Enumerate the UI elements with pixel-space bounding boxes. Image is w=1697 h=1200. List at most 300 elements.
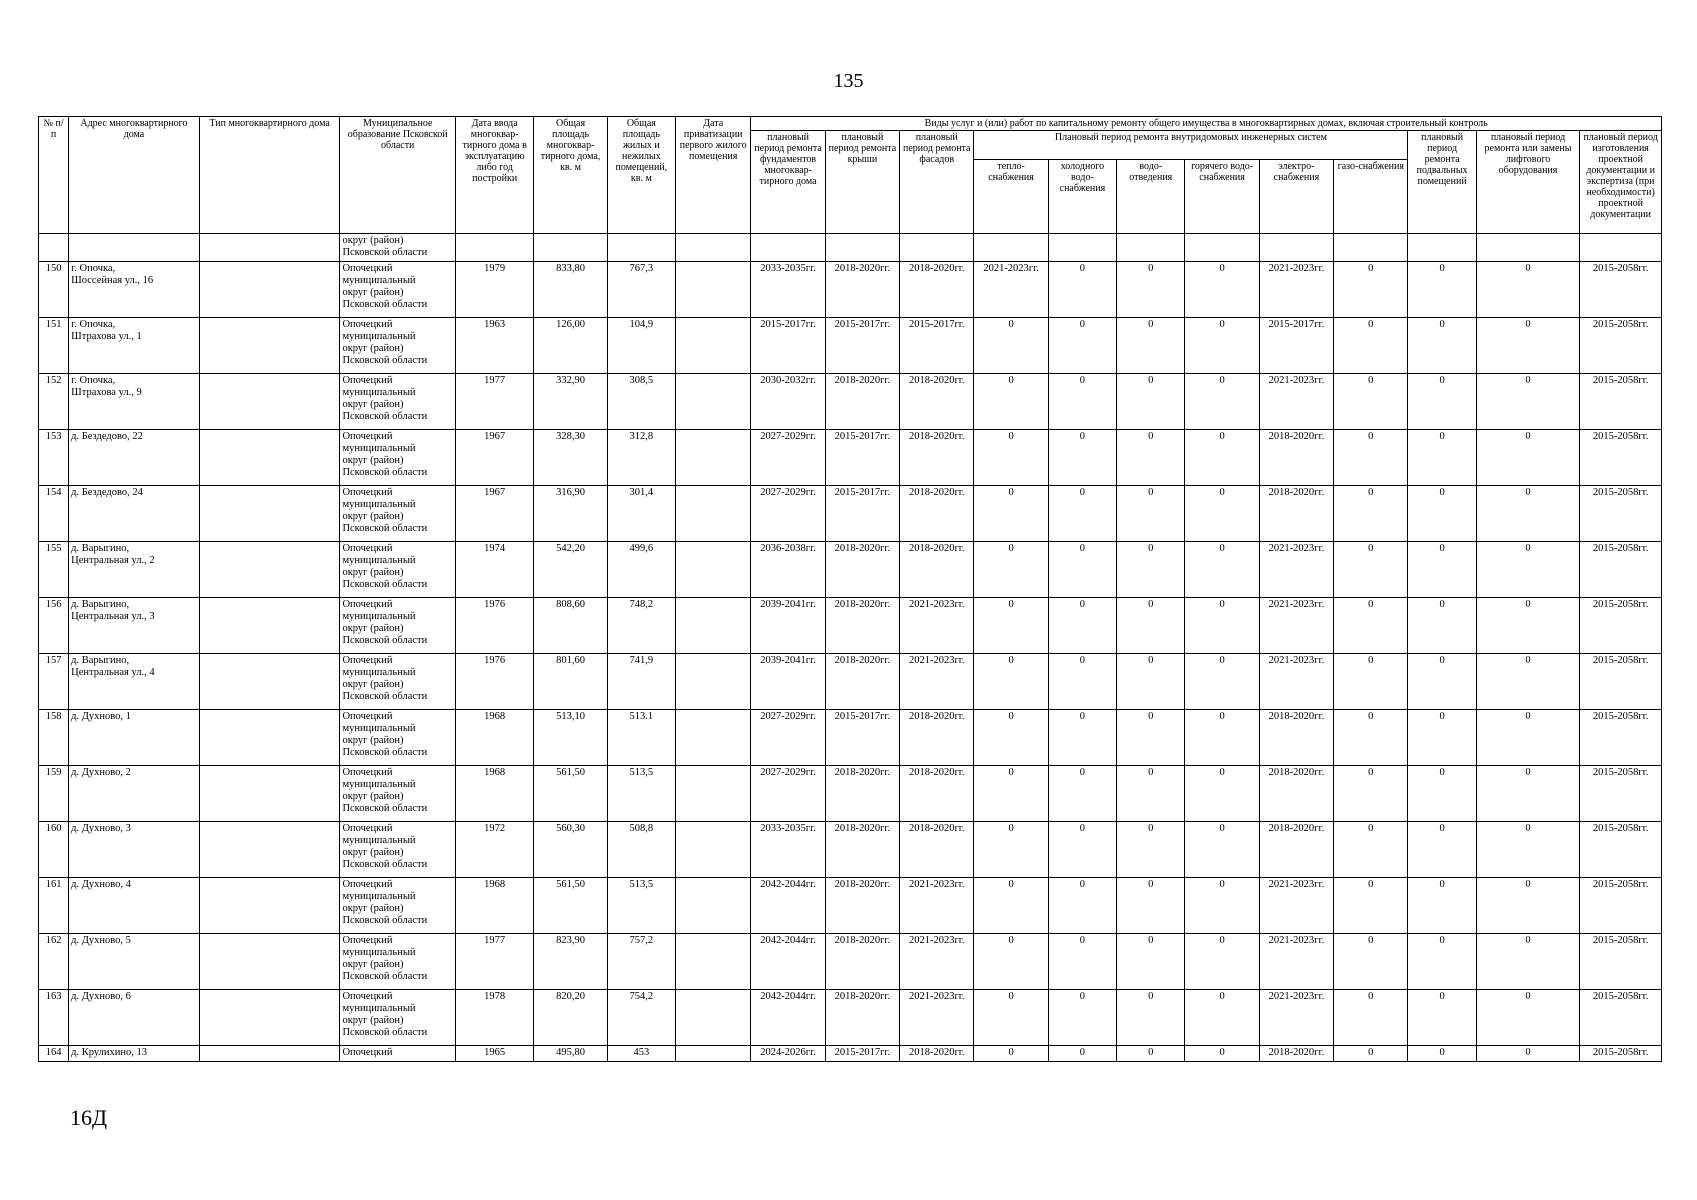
cell-roof-period: 2015-2017гг. bbox=[825, 710, 899, 766]
cell-hot-water-period: 0 bbox=[1185, 990, 1259, 1046]
cell-sewage-period: 0 bbox=[1117, 598, 1185, 654]
cell-living-area: 301,4 bbox=[607, 486, 675, 542]
cell-design-docs-period: 2015-2058гг. bbox=[1580, 262, 1662, 318]
cell-address: д. Варыгино, Центральная ул., 3 bbox=[69, 598, 200, 654]
header-address: Адрес многоквартирного дома bbox=[69, 117, 200, 234]
cell-roof-period: 2018-2020гг. bbox=[825, 542, 899, 598]
cell-basement-period: 0 bbox=[1408, 262, 1476, 318]
cell-elevator-period: 0 bbox=[1476, 430, 1579, 486]
table-row bbox=[39, 430, 1662, 486]
cell-elevator-period: 0 bbox=[1476, 1046, 1579, 1062]
cell-cold-water-period: 0 bbox=[1048, 710, 1116, 766]
cell-house-type bbox=[199, 878, 340, 934]
cell-elevator-period: 0 bbox=[1476, 374, 1579, 430]
cell-address: д. Духново, 5 bbox=[69, 934, 200, 990]
cell-row-number: 150 bbox=[39, 262, 69, 318]
cell-heat-period: 0 bbox=[974, 766, 1048, 822]
cell-elevator-period: 0 bbox=[1476, 990, 1579, 1046]
cell-house-type bbox=[199, 262, 340, 318]
cell-house-type bbox=[199, 710, 340, 766]
cell-municipality: Опочецкий муниципальный округ (район) Псковской области bbox=[340, 430, 456, 486]
cell-cold-water-period: 0 bbox=[1048, 990, 1116, 1046]
cell-gas-period: 0 bbox=[1334, 374, 1408, 430]
cell-address: г. Опочка, Штрахова ул., 1 bbox=[69, 318, 200, 374]
cell-gas-period: 0 bbox=[1334, 598, 1408, 654]
cell-basement-period: 0 bbox=[1408, 654, 1476, 710]
cell-hot-water-period: 0 bbox=[1185, 934, 1259, 990]
cell-privatization-date bbox=[676, 374, 751, 430]
cell-cold-water-period: 0 bbox=[1048, 318, 1116, 374]
cell-roof-period: 2018-2020гг. bbox=[825, 878, 899, 934]
cell-design-docs-period: 2015-2058гг. bbox=[1580, 654, 1662, 710]
cell-electric-period: 2021-2023гг. bbox=[1259, 934, 1333, 990]
cell-foundation-period: 2042-2044гг. bbox=[751, 990, 825, 1046]
cell-basement-period: 0 bbox=[1408, 934, 1476, 990]
cell-municipality: Опочецкий муниципальный округ (район) Псковской области bbox=[340, 766, 456, 822]
cell-row-number: 160 bbox=[39, 822, 69, 878]
cell-heat-period: 0 bbox=[974, 1046, 1048, 1062]
cell-privatization-date bbox=[676, 486, 751, 542]
cell-row-number: 152 bbox=[39, 374, 69, 430]
cell-total-area: 316,90 bbox=[534, 486, 607, 542]
cell-commission-year: 1968 bbox=[455, 878, 533, 934]
cell-foundation-period: 2015-2017гг. bbox=[751, 318, 825, 374]
cell-basement-period: 0 bbox=[1408, 990, 1476, 1046]
cell-heat-period: 2021-2023гг. bbox=[974, 262, 1048, 318]
cell-elevator-period: 0 bbox=[1476, 822, 1579, 878]
cell-basement-period: 0 bbox=[1408, 430, 1476, 486]
cell-address: г. Опочка, Шоссейная ул., 16 bbox=[69, 262, 200, 318]
cell-living-area: 741,9 bbox=[607, 654, 675, 710]
cell-hot-water-period: 0 bbox=[1185, 822, 1259, 878]
cell-foundation-period: 2042-2044гг. bbox=[751, 878, 825, 934]
cell-heat-period: 0 bbox=[974, 598, 1048, 654]
cell-gas-period: 0 bbox=[1334, 822, 1408, 878]
cell-cold-water-period: 0 bbox=[1048, 542, 1116, 598]
cell-heat-period: 0 bbox=[974, 542, 1048, 598]
cell-commission-year: 1978 bbox=[455, 990, 533, 1046]
cell-basement-period: 0 bbox=[1408, 542, 1476, 598]
cell-commission-year: 1977 bbox=[455, 374, 533, 430]
cell-heat-period: 0 bbox=[974, 430, 1048, 486]
cell-total-area: 561,50 bbox=[534, 766, 607, 822]
cell-elevator-period: 0 bbox=[1476, 542, 1579, 598]
cell-roof-period: 2015-2017гг. bbox=[825, 318, 899, 374]
cell-address: д. Бездедово, 22 bbox=[69, 430, 200, 486]
cell-row-number: 153 bbox=[39, 430, 69, 486]
cell-roof-period: 2015-2017гг. bbox=[825, 486, 899, 542]
cell-privatization-date bbox=[676, 542, 751, 598]
cell-row-number: 157 bbox=[39, 654, 69, 710]
cell-basement-period: 0 bbox=[1408, 710, 1476, 766]
cell-living-area: 748,2 bbox=[607, 598, 675, 654]
header-gas: газо-снабжения bbox=[1334, 159, 1408, 233]
cell-design-docs-period: 2015-2058гг. bbox=[1580, 486, 1662, 542]
header-basement: плановый период ремонта подвальных помещений bbox=[1408, 131, 1476, 234]
cell-foundation-period: 2039-2041гг. bbox=[751, 598, 825, 654]
cell-foundation-period: 2033-2035гг. bbox=[751, 262, 825, 318]
cell-sewage-period: 0 bbox=[1117, 542, 1185, 598]
cell-design-docs-period: 2015-2058гг. bbox=[1580, 934, 1662, 990]
cell-electric-period: 2021-2023гг. bbox=[1259, 542, 1333, 598]
cell-address: д. Духново, 6 bbox=[69, 990, 200, 1046]
cell-facade-period: 2018-2020гг. bbox=[900, 486, 974, 542]
cell-foundation-period: 2030-2032гг. bbox=[751, 374, 825, 430]
cell-commission-year: 1967 bbox=[455, 486, 533, 542]
cell-hot-water-period: 0 bbox=[1185, 486, 1259, 542]
table-row bbox=[39, 654, 1662, 710]
cell-municipality: Опочецкий муниципальный округ (район) Псковской области bbox=[340, 878, 456, 934]
cell-hot-water-period: 0 bbox=[1185, 542, 1259, 598]
cell-house-type bbox=[199, 990, 340, 1046]
table-row bbox=[39, 598, 1662, 654]
cell-heat-period: 0 bbox=[974, 374, 1048, 430]
cell-total-area: 808,60 bbox=[534, 598, 607, 654]
cell-commission-year: 1967 bbox=[455, 430, 533, 486]
cell-row-number: 164 bbox=[39, 1046, 69, 1062]
cell-roof-period: 2018-2020гг. bbox=[825, 598, 899, 654]
cell-electric-period: 2018-2020гг. bbox=[1259, 766, 1333, 822]
cell-heat-period: 0 bbox=[974, 878, 1048, 934]
cell-municipality: Опочецкий муниципальный округ (район) Псковской области bbox=[340, 374, 456, 430]
cell-cold-water-period: 0 bbox=[1048, 654, 1116, 710]
cell-commission-year: 1974 bbox=[455, 542, 533, 598]
cell-total-area: 833,80 bbox=[534, 262, 607, 318]
cell-roof-period: 2018-2020гг. bbox=[825, 766, 899, 822]
cell-privatization-date bbox=[676, 430, 751, 486]
cell-gas-period: 0 bbox=[1334, 542, 1408, 598]
cell-heat-period: 0 bbox=[974, 990, 1048, 1046]
cell-total-area: 332,90 bbox=[534, 374, 607, 430]
cell-foundation-period: 2039-2041гг. bbox=[751, 654, 825, 710]
cell-commission-year: 1968 bbox=[455, 766, 533, 822]
cell-design-docs-period: 2015-2058гг. bbox=[1580, 822, 1662, 878]
table-row bbox=[39, 766, 1662, 822]
cell-privatization-date bbox=[676, 822, 751, 878]
cell-cold-water-period: 0 bbox=[1048, 878, 1116, 934]
cell-sewage-period: 0 bbox=[1117, 934, 1185, 990]
cell-roof-period: 2018-2020гг. bbox=[825, 262, 899, 318]
cell-total-area: 542,20 bbox=[534, 542, 607, 598]
cell-foundation-period: 2024-2026гг. bbox=[751, 1046, 825, 1062]
cell-basement-period: 0 bbox=[1408, 374, 1476, 430]
cell-design-docs-period: 2015-2058гг. bbox=[1580, 318, 1662, 374]
cell-cold-water-period: 0 bbox=[1048, 486, 1116, 542]
cell-facade-period: 2018-2020гг. bbox=[900, 374, 974, 430]
cell-address: д. Бездедово, 24 bbox=[69, 486, 200, 542]
cell-privatization-date bbox=[676, 318, 751, 374]
cell-cold-water-period: 0 bbox=[1048, 430, 1116, 486]
cell-electric-period: 2021-2023гг. bbox=[1259, 654, 1333, 710]
cell-gas-period: 0 bbox=[1334, 710, 1408, 766]
cell-municipality: Опочецкий муниципальный округ (район) Псковской области bbox=[340, 990, 456, 1046]
cell-design-docs-period: 2015-2058гг. bbox=[1580, 430, 1662, 486]
cell-facade-period: 2018-2020гг. bbox=[900, 766, 974, 822]
header-row-1 bbox=[39, 117, 1662, 131]
cell-living-area: 767,3 bbox=[607, 262, 675, 318]
cell-cold-water-period: 0 bbox=[1048, 934, 1116, 990]
cell-basement-period: 0 bbox=[1408, 878, 1476, 934]
header-living-area: Общая площадь жилых и нежилых помещений, кв. м bbox=[607, 117, 675, 234]
cell-electric-period: 2018-2020гг. bbox=[1259, 486, 1333, 542]
cell-house-type bbox=[199, 430, 340, 486]
cell-commission-year: 1979 bbox=[455, 262, 533, 318]
cell-hot-water-period: 0 bbox=[1185, 654, 1259, 710]
cell-row-number: 154 bbox=[39, 486, 69, 542]
header-roof: плановый период ремонта крыши bbox=[825, 131, 899, 234]
cell-hot-water-period: 0 bbox=[1185, 318, 1259, 374]
cell-total-area: 513,10 bbox=[534, 710, 607, 766]
cell-row-number: 163 bbox=[39, 990, 69, 1046]
cell-house-type bbox=[199, 598, 340, 654]
cell-address: д. Духново, 4 bbox=[69, 878, 200, 934]
cell-row-number: 151 bbox=[39, 318, 69, 374]
cell-facade-period: 2015-2017гг. bbox=[900, 318, 974, 374]
cell-sewage-period: 0 bbox=[1117, 262, 1185, 318]
cell-electric-period: 2018-2020гг. bbox=[1259, 430, 1333, 486]
cell-roof-period: 2018-2020гг. bbox=[825, 990, 899, 1046]
cell-house-type bbox=[199, 1046, 340, 1062]
cell-living-area: 513,5 bbox=[607, 878, 675, 934]
cell-total-area: 495,80 bbox=[534, 1046, 607, 1062]
cell-design-docs-period: 2015-2058гг. bbox=[1580, 990, 1662, 1046]
cell-hot-water-period: 0 bbox=[1185, 1046, 1259, 1062]
cell-commission-year: 1968 bbox=[455, 710, 533, 766]
cell-elevator-period: 0 bbox=[1476, 486, 1579, 542]
cell-living-area: 499,6 bbox=[607, 542, 675, 598]
cell-living-area: 308,5 bbox=[607, 374, 675, 430]
cell-roof-period: 2018-2020гг. bbox=[825, 822, 899, 878]
cell-design-docs-period: 2015-2058гг. bbox=[1580, 542, 1662, 598]
cell-gas-period: 0 bbox=[1334, 430, 1408, 486]
cell-heat-period: 0 bbox=[974, 318, 1048, 374]
header-works-group: Виды услуг и (или) работ по капитальному ремонту общего имущества в многоквартирных домах, включая строительный контроль bbox=[751, 117, 1662, 131]
cell-electric-period: 2021-2023гг. bbox=[1259, 598, 1333, 654]
cell-roof-period: 2018-2020гг. bbox=[825, 934, 899, 990]
cell-facade-period: 2018-2020гг. bbox=[900, 262, 974, 318]
cell-sewage-period: 0 bbox=[1117, 374, 1185, 430]
cell-gas-period: 0 bbox=[1334, 318, 1408, 374]
cell-electric-period: 2015-2017гг. bbox=[1259, 318, 1333, 374]
header-hot-water: горячего водо-снабжения bbox=[1185, 159, 1259, 233]
cell-basement-period: 0 bbox=[1408, 486, 1476, 542]
cell-design-docs-period: 2015-2058гг. bbox=[1580, 878, 1662, 934]
cell-sewage-period: 0 bbox=[1117, 486, 1185, 542]
cell-house-type bbox=[199, 486, 340, 542]
cell-hot-water-period: 0 bbox=[1185, 766, 1259, 822]
header-num: № п/п bbox=[39, 117, 69, 234]
cell-heat-period: 0 bbox=[974, 822, 1048, 878]
cell-sewage-period: 0 bbox=[1117, 878, 1185, 934]
continuation-row bbox=[39, 234, 1662, 262]
cell-address: г. Опочка, Штрахова ул., 9 bbox=[69, 374, 200, 430]
cell-total-area: 820,20 bbox=[534, 990, 607, 1046]
cell-privatization-date bbox=[676, 990, 751, 1046]
header-electric: электро-снабжения bbox=[1259, 159, 1333, 233]
header-design-docs: плановый период изготовления проектной документации и экспертиза (при необходимости) проектной документации bbox=[1580, 131, 1662, 234]
cell-electric-period: 2021-2023гг. bbox=[1259, 262, 1333, 318]
cell-electric-period: 2018-2020гг. bbox=[1259, 710, 1333, 766]
cell-address: д. Варыгино, Центральная ул., 2 bbox=[69, 542, 200, 598]
table-row bbox=[39, 374, 1662, 430]
cell-foundation-period: 2042-2044гг. bbox=[751, 934, 825, 990]
cell-design-docs-period: 2015-2058гг. bbox=[1580, 374, 1662, 430]
cell-hot-water-period: 0 bbox=[1185, 598, 1259, 654]
cell-house-type bbox=[199, 318, 340, 374]
cell-municipality: Опочецкий муниципальный округ (район) Псковской области bbox=[340, 934, 456, 990]
cell-cold-water-period: 0 bbox=[1048, 262, 1116, 318]
cell-total-area: 823,90 bbox=[534, 934, 607, 990]
table-row bbox=[39, 990, 1662, 1046]
cell-cold-water-period: 0 bbox=[1048, 822, 1116, 878]
cell-elevator-period: 0 bbox=[1476, 262, 1579, 318]
header-elevator: плановый период ремонта или замены лифтового оборудования bbox=[1476, 131, 1579, 234]
header-facade: плановый период ремонта фасадов bbox=[900, 131, 974, 234]
cell-elevator-period: 0 bbox=[1476, 766, 1579, 822]
cell-basement-period: 0 bbox=[1408, 318, 1476, 374]
cell-municipality: Опочецкий bbox=[340, 1046, 456, 1062]
cell-heat-period: 0 bbox=[974, 654, 1048, 710]
cell-roof-period: 2018-2020гг. bbox=[825, 654, 899, 710]
cell-privatization-date bbox=[676, 766, 751, 822]
cell-sewage-period: 0 bbox=[1117, 766, 1185, 822]
cell-facade-period: 2018-2020гг. bbox=[900, 542, 974, 598]
cell-electric-period: 2018-2020гг. bbox=[1259, 822, 1333, 878]
header-engineering-group: Плановый период ремонта внутридомовых инженерных систем bbox=[974, 131, 1408, 160]
cell-municipality: Опочецкий муниципальный округ (район) Псковской области bbox=[340, 542, 456, 598]
cell-row-number: 155 bbox=[39, 542, 69, 598]
cell-elevator-period: 0 bbox=[1476, 878, 1579, 934]
cell-gas-period: 0 bbox=[1334, 654, 1408, 710]
table-row bbox=[39, 934, 1662, 990]
cell-privatization-date bbox=[676, 262, 751, 318]
cell-gas-period: 0 bbox=[1334, 878, 1408, 934]
cell-living-area: 513.1 bbox=[607, 710, 675, 766]
table-row bbox=[39, 1046, 1662, 1062]
cell-total-area: 328,30 bbox=[534, 430, 607, 486]
cell-address: д. Духново, 1 bbox=[69, 710, 200, 766]
header-foundation: плановый период ремонта фундаментов многоквар-тирного дома bbox=[751, 131, 825, 234]
cell-total-area: 126,00 bbox=[534, 318, 607, 374]
cell-row-number: 158 bbox=[39, 710, 69, 766]
header-municipality: Муниципальное образование Псковской области bbox=[340, 117, 456, 234]
cell-foundation-period: 2027-2029гг. bbox=[751, 710, 825, 766]
cell-electric-period: 2021-2023гг. bbox=[1259, 990, 1333, 1046]
cell-basement-period: 0 bbox=[1408, 598, 1476, 654]
header-type: Тип многоквартирного дома bbox=[199, 117, 340, 234]
cell-facade-period: 2021-2023гг. bbox=[900, 598, 974, 654]
cell-total-area: 560,30 bbox=[534, 822, 607, 878]
cell-gas-period: 0 bbox=[1334, 934, 1408, 990]
header-total-area: Общая площадь многоквар-тирного дома, кв. м bbox=[534, 117, 607, 234]
cell-privatization-date bbox=[676, 710, 751, 766]
cell-municipality: Опочецкий муниципальный округ (район) Псковской области bbox=[340, 710, 456, 766]
cell-facade-period: 2018-2020гг. bbox=[900, 430, 974, 486]
cell-address: д. Варыгино, Центральная ул., 4 bbox=[69, 654, 200, 710]
cell-roof-period: 2015-2017гг. bbox=[825, 430, 899, 486]
cell-heat-period: 0 bbox=[974, 934, 1048, 990]
cell-commission-year: 1976 bbox=[455, 654, 533, 710]
cell-house-type bbox=[199, 542, 340, 598]
cell-row-number: 161 bbox=[39, 878, 69, 934]
header-heat: тепло-снабжения bbox=[974, 159, 1048, 233]
header-cold-water: холодного водо-снабжения bbox=[1048, 159, 1116, 233]
cell-facade-period: 2021-2023гг. bbox=[900, 878, 974, 934]
table-row bbox=[39, 710, 1662, 766]
cell-address: д. Крулихино, 13 bbox=[69, 1046, 200, 1062]
cell-total-area: 561,50 bbox=[534, 878, 607, 934]
cell-municipality: Опочецкий муниципальный округ (район) Псковской области bbox=[340, 598, 456, 654]
cell-sewage-period: 0 bbox=[1117, 990, 1185, 1046]
cell-municipality: Опочецкий муниципальный округ (район) Псковской области bbox=[340, 262, 456, 318]
cell-total-area: 801,60 bbox=[534, 654, 607, 710]
cell-living-area: 513,5 bbox=[607, 766, 675, 822]
cell-municipality: Опочецкий муниципальный округ (район) Псковской области bbox=[340, 486, 456, 542]
cell-municipality: Опочецкий муниципальный округ (район) Псковской области bbox=[340, 318, 456, 374]
cell-sewage-period: 0 bbox=[1117, 654, 1185, 710]
cell-elevator-period: 0 bbox=[1476, 318, 1579, 374]
cell-design-docs-period: 2015-2058гг. bbox=[1580, 598, 1662, 654]
cell-facade-period: 2021-2023гг. bbox=[900, 654, 974, 710]
cell-municipality: Опочецкий муниципальный округ (район) Псковской области bbox=[340, 822, 456, 878]
cell-cold-water-period: 0 bbox=[1048, 766, 1116, 822]
cell-privatization-date bbox=[676, 934, 751, 990]
header-sewage: водо-отведения bbox=[1117, 159, 1185, 233]
cell-hot-water-period: 0 bbox=[1185, 262, 1259, 318]
table-row bbox=[39, 542, 1662, 598]
cell-elevator-period: 0 bbox=[1476, 598, 1579, 654]
cell-sewage-period: 0 bbox=[1117, 822, 1185, 878]
cell-elevator-period: 0 bbox=[1476, 710, 1579, 766]
cell-design-docs-period: 2015-2058гг. bbox=[1580, 1046, 1662, 1062]
cell-living-area: 754,2 bbox=[607, 990, 675, 1046]
cell-house-type bbox=[199, 654, 340, 710]
cell-sewage-period: 0 bbox=[1117, 710, 1185, 766]
cell-foundation-period: 2027-2029гг. bbox=[751, 766, 825, 822]
footer-code: 16Д bbox=[70, 1105, 108, 1130]
cell-elevator-period: 0 bbox=[1476, 934, 1579, 990]
cell-sewage-period: 0 bbox=[1117, 1046, 1185, 1062]
cell-municipality: Опочецкий муниципальный округ (район) Псковской области bbox=[340, 654, 456, 710]
cell-commission-year: 1972 bbox=[455, 822, 533, 878]
cell-privatization-date bbox=[676, 1046, 751, 1062]
cell-house-type bbox=[199, 374, 340, 430]
cell-privatization-date bbox=[676, 598, 751, 654]
cell-facade-period: 2021-2023гг. bbox=[900, 990, 974, 1046]
cell-living-area: 757,2 bbox=[607, 934, 675, 990]
cell-electric-period: 2018-2020гг. bbox=[1259, 1046, 1333, 1062]
table-row bbox=[39, 262, 1662, 318]
cell-row-number: 162 bbox=[39, 934, 69, 990]
table-row bbox=[39, 486, 1662, 542]
cell-gas-period: 0 bbox=[1334, 766, 1408, 822]
cell-commission-year: 1976 bbox=[455, 598, 533, 654]
cell-facade-period: 2018-2020гг. bbox=[900, 822, 974, 878]
cell-house-type bbox=[199, 934, 340, 990]
cell-cold-water-period: 0 bbox=[1048, 374, 1116, 430]
cell-facade-period: 2018-2020гг. bbox=[900, 1046, 974, 1062]
cell-design-docs-period: 2015-2058гг. bbox=[1580, 766, 1662, 822]
page-number: 135 bbox=[833, 70, 864, 92]
cell-cold-water-period: 0 bbox=[1048, 598, 1116, 654]
cell-basement-period: 0 bbox=[1408, 1046, 1476, 1062]
header-privatization-date: Дата приватизации первого жилого помещения bbox=[676, 117, 751, 234]
cell-row-number: 156 bbox=[39, 598, 69, 654]
cell-hot-water-period: 0 bbox=[1185, 374, 1259, 430]
cell-commission-year: 1963 bbox=[455, 318, 533, 374]
cell-hot-water-period: 0 bbox=[1185, 710, 1259, 766]
cell-living-area: 104,9 bbox=[607, 318, 675, 374]
